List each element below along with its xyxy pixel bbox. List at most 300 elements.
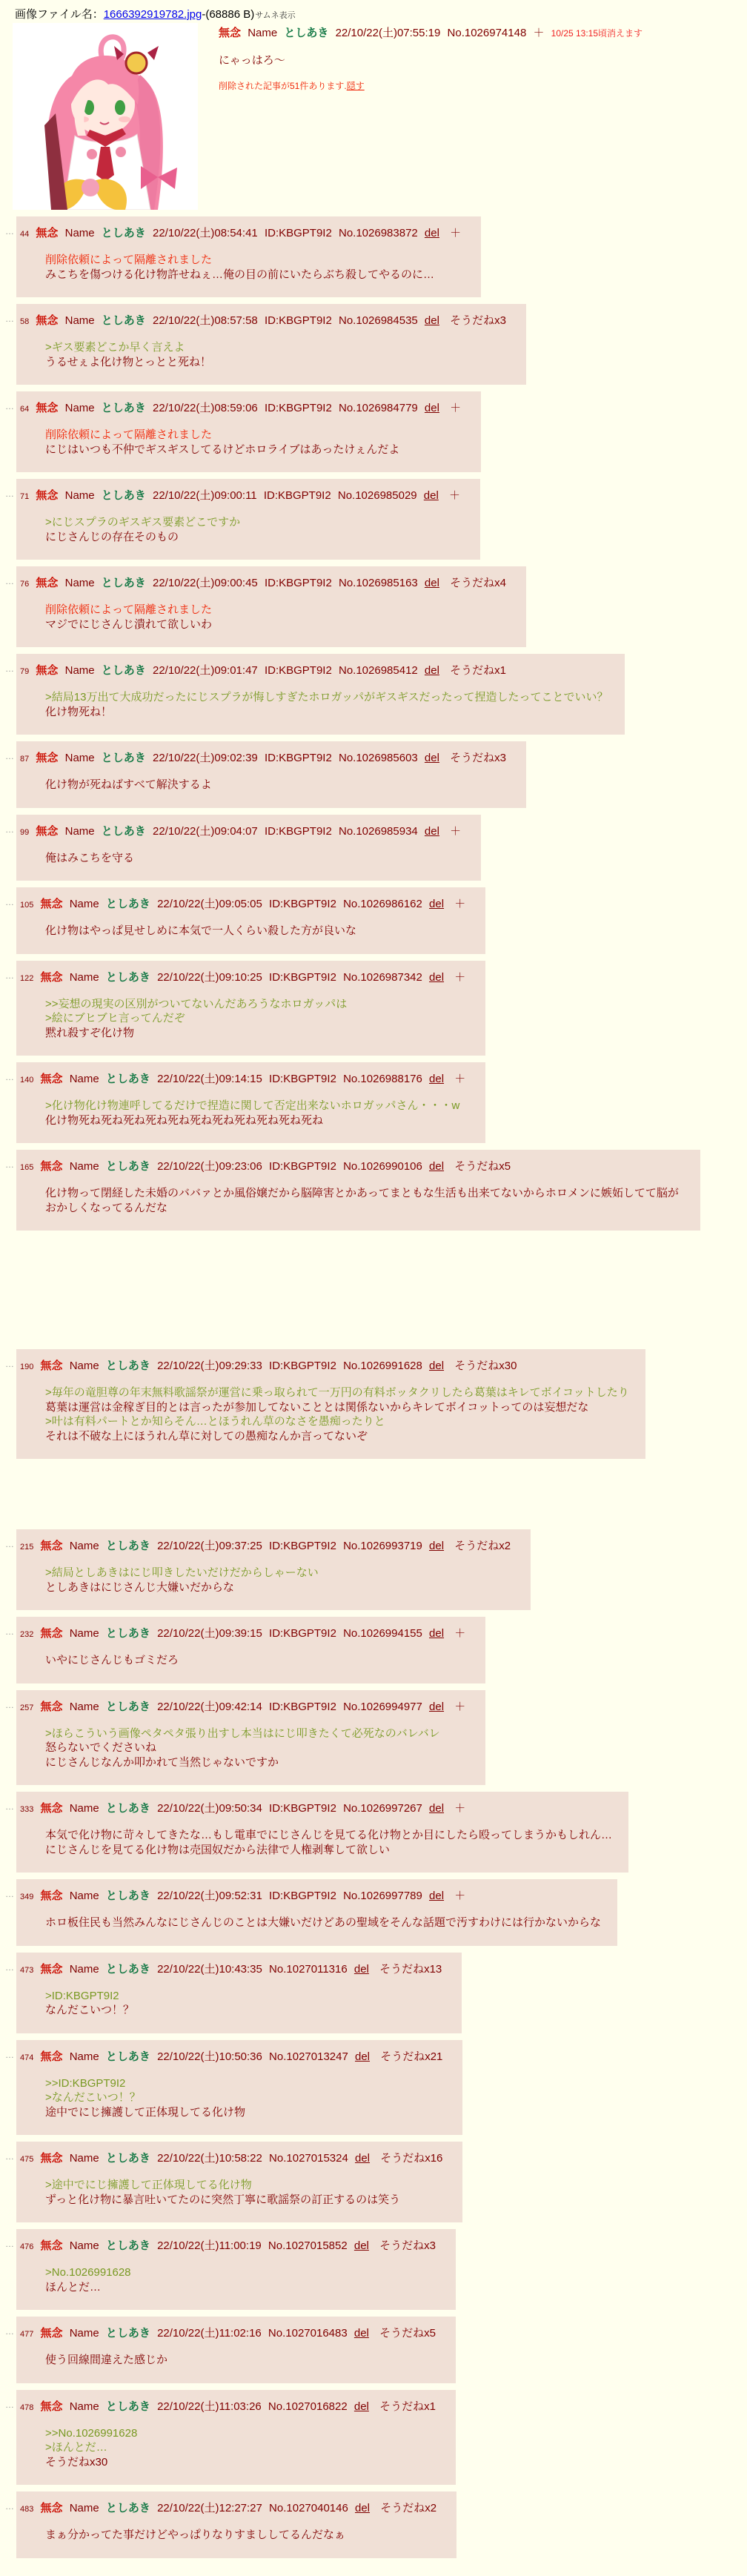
reply-poster-name: としあき bbox=[105, 1890, 150, 1902]
sodane-button[interactable]: ＋ bbox=[454, 1802, 466, 1815]
reply-header bbox=[20, 970, 469, 986]
reply-post bbox=[0, 304, 747, 385]
reply-name-label: Name bbox=[69, 1073, 99, 1085]
text-line: ほんとだ… bbox=[45, 2280, 102, 2294]
reply-body bbox=[45, 1566, 514, 1595]
reply-header bbox=[20, 2050, 446, 2065]
image-file-link[interactable]: 1666392919782.jpg bbox=[103, 8, 202, 21]
sodane-button[interactable]: ＋ bbox=[450, 227, 462, 239]
thread-thumbnail[interactable] bbox=[13, 23, 198, 210]
reply-post-number: No.1026988176 bbox=[343, 1073, 422, 1085]
reply-subject: 無念 bbox=[36, 577, 59, 589]
reply-list bbox=[0, 216, 747, 2576]
reply-post-number: No.1026984779 bbox=[338, 402, 418, 414]
reply-user-id: ID:KBGPT9I2 bbox=[269, 1160, 336, 1173]
sodane-button[interactable]: そうだねx1 bbox=[450, 664, 506, 677]
del-request-link[interactable]: del bbox=[353, 2239, 369, 2252]
reply-subject: 無念 bbox=[40, 2239, 63, 2252]
quote-line: >結局13万出て大成功だったにじスプラが悔しすぎたホロガッパがギスギスだったって捏造したってことでいい？ bbox=[45, 691, 608, 703]
reply-post bbox=[0, 887, 747, 954]
quote-line: >毎年の竜胆尊の年末無料歌謡祭が運営に乗っ取られて一万円の有料ボッタクリしたら葛葉はキレてボイコットしたり bbox=[45, 1386, 629, 1399]
reply-post bbox=[0, 2390, 747, 2486]
reply-ordinal: 333 bbox=[20, 1805, 34, 1814]
reply-user-id: ID:KBGPT9I2 bbox=[264, 664, 332, 677]
reply-table bbox=[16, 479, 480, 560]
post-menu-icon[interactable]: … bbox=[5, 2399, 15, 2410]
sodane-button[interactable]: そうだねx2 bbox=[454, 1540, 511, 1552]
post-menu-icon[interactable]: … bbox=[5, 1961, 15, 1973]
reply-post-number: No.1026994155 bbox=[343, 1627, 422, 1640]
reply-user-id: ID:KBGPT9I2 bbox=[269, 1802, 336, 1815]
reply-date: 22/10/22(土)12:27:27 bbox=[157, 2502, 262, 2514]
op-subject: 無念 bbox=[219, 27, 242, 39]
text-line: みこちを傷つける化け物許せねぇ…俺の目の前にいたらぶち殺してやるのに… bbox=[45, 268, 435, 281]
reply-body bbox=[45, 428, 465, 457]
sodane-button[interactable]: そうだねx2 bbox=[380, 2502, 437, 2514]
reply-user-id: ID:KBGPT9I2 bbox=[269, 1890, 336, 1902]
post-menu-icon[interactable]: … bbox=[5, 2151, 15, 2162]
post-menu-icon[interactable]: … bbox=[5, 1699, 15, 1710]
text-line: 本気で化け物に苛々してきたな…もし電車でにじさんじを見てる化け物とか目にしたら殴ってしまうかもしれん… bbox=[45, 1829, 613, 1841]
filename-label: 画像ファイル名： bbox=[15, 8, 104, 21]
reply-table bbox=[16, 391, 481, 472]
reply-header bbox=[20, 2400, 439, 2415]
post-menu-icon[interactable]: … bbox=[5, 1626, 15, 1637]
reply-user-id: ID:KBGPT9I2 bbox=[264, 227, 332, 239]
reply-date: 22/10/22(土)09:29:33 bbox=[157, 1360, 262, 1372]
deleted-isolated-line: 削除依頼によって隔離されました bbox=[45, 428, 213, 441]
reply-table bbox=[16, 566, 526, 647]
reply-poster-name: としあき bbox=[101, 227, 146, 239]
reply-body bbox=[45, 1186, 684, 1215]
sodane-button[interactable]: そうだねx3 bbox=[450, 314, 506, 327]
reply-body bbox=[45, 2528, 440, 2543]
reply-post-number: No.1026990106 bbox=[343, 1160, 422, 1173]
reply-post-number: No.1026997267 bbox=[343, 1802, 422, 1815]
reply-post bbox=[0, 1150, 747, 1231]
deleted-posts-count: 削除された記事が51件あります. bbox=[219, 81, 347, 91]
reply-name-label: Name bbox=[69, 1160, 99, 1173]
reply-poster-name: としあき bbox=[105, 1700, 150, 1713]
reply-user-id: ID:KBGPT9I2 bbox=[264, 824, 332, 838]
reply-date: 22/10/22(土)09:10:25 bbox=[157, 970, 262, 984]
reply-body bbox=[45, 340, 510, 369]
text-line: うるせぇよ化け物とっとと死ね！ bbox=[45, 355, 211, 368]
reply-name-label: Name bbox=[69, 1627, 99, 1640]
reply-table bbox=[16, 216, 481, 297]
reply-post-number: No.1026993719 bbox=[343, 1540, 422, 1552]
quote-line[interactable]: >>No.1026991628 bbox=[45, 2426, 138, 2440]
thumbnail-toggle-link[interactable]: サムネ表示 bbox=[255, 11, 296, 20]
reply-body bbox=[45, 515, 464, 544]
quote-line[interactable]: >ID:KBGPT9I2 bbox=[45, 1989, 119, 2002]
reply-post bbox=[0, 2317, 747, 2383]
quote-line: >叶は有料パートとか知らそん…とほうれん草のなさを愚痴ったりと bbox=[45, 1415, 385, 1428]
del-request-link[interactable]: del bbox=[423, 489, 439, 502]
text-line: にじさんじを見てる化け物は売国奴だから法律で人権剥奪して欲しい bbox=[45, 1843, 391, 1856]
op-quote-plus-button[interactable]: ＋ bbox=[533, 27, 545, 39]
reply-subject: 無念 bbox=[40, 1540, 63, 1552]
reply-post bbox=[0, 1792, 747, 1873]
reply-date: 22/10/22(土)09:37:25 bbox=[157, 1540, 262, 1552]
reply-subject: 無念 bbox=[36, 314, 59, 327]
quote-line[interactable]: >>ID:KBGPT9I2 bbox=[45, 2076, 126, 2090]
del-request-link[interactable]: del bbox=[429, 1160, 445, 1173]
reply-body bbox=[45, 1653, 469, 1668]
reply-name-label: Name bbox=[69, 970, 99, 984]
sodane-button[interactable]: ＋ bbox=[450, 824, 462, 838]
post-menu-icon[interactable]: … bbox=[5, 1359, 15, 1369]
reply-user-id: ID:KBGPT9I2 bbox=[264, 314, 332, 327]
del-request-link[interactable]: del bbox=[424, 227, 439, 239]
reply-ordinal: 478 bbox=[20, 2403, 34, 2412]
reply-user-id: ID:KBGPT9I2 bbox=[264, 752, 332, 764]
reply-header bbox=[20, 2501, 440, 2517]
sodane-button[interactable]: ＋ bbox=[450, 402, 462, 414]
del-request-link[interactable]: del bbox=[429, 1360, 445, 1372]
del-request-link[interactable]: del bbox=[429, 1073, 445, 1085]
del-request-link[interactable]: del bbox=[429, 970, 445, 984]
deleted-isolated-line: 削除依頼によって隔離されました bbox=[45, 254, 213, 266]
reply-table bbox=[16, 2491, 456, 2558]
reply-header bbox=[20, 824, 465, 840]
reply-poster-name: としあき bbox=[105, 898, 150, 910]
reply-ordinal: 99 bbox=[20, 827, 30, 837]
text-line: ホロ板住民も当然みんなにじさんじのことは大嫌いだけどあの聖域をそんな話題で汚すわけには行かないからな bbox=[45, 1916, 602, 1929]
reply-subject: 無念 bbox=[36, 402, 59, 414]
reply-post bbox=[0, 479, 747, 560]
reply-table bbox=[16, 654, 625, 735]
reply-post-number: No.1026985163 bbox=[338, 577, 418, 589]
sodane-button[interactable]: ＋ bbox=[454, 1700, 466, 1713]
del-request-link[interactable]: del bbox=[429, 1540, 445, 1552]
reply-post bbox=[0, 1690, 747, 1786]
quote-line: >ほんとだ… bbox=[45, 2441, 107, 2454]
reply-post-number: No.1026987342 bbox=[343, 970, 422, 984]
reply-ordinal: 165 bbox=[20, 1163, 34, 1172]
reply-table bbox=[16, 1953, 462, 2033]
reply-subject: 無念 bbox=[36, 752, 59, 764]
reply-subject: 無念 bbox=[40, 2502, 63, 2514]
post-menu-icon[interactable]: … bbox=[5, 2326, 15, 2337]
reply-subject: 無念 bbox=[40, 1700, 63, 1713]
sodane-button[interactable]: ＋ bbox=[449, 489, 461, 502]
file-size: -(68886 B) bbox=[202, 8, 255, 21]
sodane-button[interactable]: ＋ bbox=[454, 1627, 466, 1640]
del-request-link[interactable]: del bbox=[353, 2327, 369, 2340]
reply-post bbox=[0, 961, 747, 1056]
reply-subject: 無念 bbox=[36, 664, 59, 677]
reply-subject: 無念 bbox=[40, 2327, 63, 2340]
reply-ordinal: 76 bbox=[20, 580, 30, 589]
reply-body bbox=[45, 778, 510, 792]
reply-poster-name: としあき bbox=[105, 1160, 150, 1173]
reply-ordinal: 477 bbox=[20, 2330, 34, 2339]
post-menu-icon[interactable]: … bbox=[5, 751, 15, 761]
text-line: それは不破な上にほうれん草に対しての愚痴なんか言ってないぞ bbox=[45, 1429, 368, 1443]
reply-header bbox=[20, 2239, 439, 2254]
reply-name-label: Name bbox=[69, 2502, 99, 2514]
sodane-button[interactable]: そうだねx13 bbox=[379, 1962, 442, 1976]
text-line: 途中でにじ擁護して正体現してる化け物 bbox=[45, 2105, 246, 2119]
post-menu-icon[interactable]: … bbox=[5, 897, 15, 907]
post-menu-icon[interactable]: … bbox=[5, 2239, 15, 2249]
sakura-miko-image bbox=[13, 23, 198, 210]
del-request-link[interactable]: del bbox=[424, 664, 439, 677]
reply-name-label: Name bbox=[69, 2050, 99, 2063]
quote-line: >ギス要素どこか早く言えよ bbox=[45, 341, 185, 354]
post-menu-icon[interactable]: … bbox=[5, 1539, 15, 1549]
text-line: にじさんじの存在そのもの bbox=[45, 530, 179, 543]
reply-subject: 無念 bbox=[40, 2050, 63, 2063]
post-menu-icon[interactable]: … bbox=[5, 2501, 15, 2512]
reply-header bbox=[20, 897, 469, 913]
sodane-button[interactable]: そうだねx30 bbox=[454, 1360, 517, 1372]
reply-ordinal: 44 bbox=[20, 230, 30, 239]
del-request-link[interactable]: del bbox=[424, 402, 439, 414]
del-request-link[interactable]: del bbox=[429, 1627, 445, 1640]
reply-user-id: ID:KBGPT9I2 bbox=[269, 1360, 336, 1372]
sodane-button[interactable]: そうだねx3 bbox=[450, 752, 506, 764]
reply-date: 22/10/22(土)11:02:16 bbox=[157, 2327, 262, 2340]
reply-poster-name: としあき bbox=[101, 577, 146, 589]
reply-subject: 無念 bbox=[36, 227, 59, 239]
reply-body bbox=[45, 253, 465, 282]
text-line: そうだねx30 bbox=[45, 2455, 108, 2469]
reply-poster-name: としあき bbox=[105, 2327, 150, 2340]
reply-subject: 無念 bbox=[40, 1962, 63, 1976]
del-request-link[interactable]: del bbox=[353, 1962, 369, 1976]
hide-deleted-link[interactable]: 隠す bbox=[346, 81, 365, 91]
reply-body bbox=[45, 1989, 445, 2018]
sodane-button[interactable]: そうだねx4 bbox=[450, 577, 506, 589]
text-line: 俺はみこちを守る bbox=[45, 851, 135, 864]
reply-post bbox=[0, 1349, 747, 1459]
reply-ordinal: 215 bbox=[20, 1543, 34, 1552]
sodane-button[interactable]: そうだねx21 bbox=[380, 2050, 443, 2063]
reply-name-label: Name bbox=[69, 1962, 99, 1976]
reply-post bbox=[0, 2229, 747, 2310]
reply-date: 22/10/22(土)09:01:47 bbox=[152, 664, 258, 677]
reply-body bbox=[45, 997, 469, 1041]
reply-name-label: Name bbox=[64, 824, 95, 838]
quote-line: >化け物化け物連呼してるだけで捏造に関して否定出来ないホロガッパさん・・・w bbox=[45, 1099, 460, 1112]
reply-table bbox=[16, 815, 481, 881]
reply-post-number: No.1026994977 bbox=[343, 1700, 422, 1713]
reply-name-label: Name bbox=[69, 1540, 99, 1552]
post-menu-icon[interactable]: … bbox=[5, 314, 15, 324]
reply-ordinal: 190 bbox=[20, 1363, 34, 1371]
reply-ordinal: 349 bbox=[20, 1893, 34, 1901]
reply-body bbox=[45, 1726, 469, 1770]
reply-table bbox=[16, 1349, 645, 1459]
reply-poster-name: としあき bbox=[105, 970, 150, 984]
reply-date: 22/10/22(土)09:42:14 bbox=[157, 1700, 262, 1713]
reply-post-number: No.1026985029 bbox=[337, 489, 417, 502]
del-request-link[interactable]: del bbox=[429, 1890, 445, 1902]
quote-line[interactable]: >No.1026991628 bbox=[45, 2266, 131, 2279]
reply-name-label: Name bbox=[64, 227, 95, 239]
del-request-link[interactable]: del bbox=[353, 2400, 369, 2413]
reply-post-number: No.1026985412 bbox=[338, 664, 418, 677]
reply-date: 22/10/22(土)09:05:05 bbox=[157, 898, 262, 910]
text-line: としあきはにじさんじ大嫌いだからな bbox=[45, 1580, 235, 1594]
reply-name-label: Name bbox=[69, 1890, 99, 1902]
op-name-label: Name bbox=[248, 27, 278, 39]
reply-table bbox=[16, 741, 526, 808]
reply-body bbox=[45, 1385, 629, 1443]
reply-ordinal: 232 bbox=[20, 1630, 34, 1639]
sodane-button[interactable]: ＋ bbox=[454, 970, 466, 984]
reply-post bbox=[0, 1953, 747, 2033]
del-request-link[interactable]: del bbox=[354, 2152, 371, 2165]
sodane-button[interactable]: ＋ bbox=[454, 1890, 466, 1902]
reply-header bbox=[20, 751, 510, 766]
reply-table bbox=[16, 1617, 485, 1683]
reply-table bbox=[16, 304, 526, 385]
op-post-number: No.1026974148 bbox=[447, 27, 527, 39]
post-menu-icon[interactable]: … bbox=[5, 226, 15, 236]
reply-table bbox=[16, 961, 485, 1056]
reply-table bbox=[16, 887, 485, 954]
sodane-button[interactable]: そうだねx5 bbox=[454, 1160, 511, 1173]
reply-poster-name: としあき bbox=[105, 2152, 150, 2165]
reply-name-label: Name bbox=[69, 898, 99, 910]
quote-line: >ほらこういう画像ペタペタ張り出すし本当はにじ叩きたくて必死なのバレバレ bbox=[45, 1726, 440, 1740]
reply-header bbox=[20, 576, 510, 592]
text-line: いやにじさんじもゴミだろ bbox=[45, 1654, 179, 1666]
reply-body bbox=[45, 2076, 446, 2120]
text-line: 黙れ殺すぞ化け物 bbox=[45, 1026, 135, 1039]
del-request-link[interactable]: del bbox=[424, 752, 439, 764]
post-menu-icon[interactable]: … bbox=[5, 1801, 15, 1812]
reply-subject: 無念 bbox=[40, 2152, 63, 2165]
reply-name-label: Name bbox=[64, 577, 95, 589]
sodane-button[interactable]: ＋ bbox=[454, 898, 466, 910]
text-line: 怒らないでくださいね bbox=[45, 1741, 157, 1754]
text-line: 化け物って閉経した未婚のババァとか風俗嬢だから脳障害とかあってまともな生活も出来てないからホロメンに嫉妬してて脳がおかしくなってるんだな bbox=[45, 1187, 679, 1214]
reply-post-number: No.1026991628 bbox=[343, 1360, 422, 1372]
reply-name-label: Name bbox=[69, 1360, 99, 1372]
quote-line: >途中でにじ擁護して正体現してる化け物 bbox=[45, 2179, 252, 2191]
reply-name-label: Name bbox=[64, 402, 95, 414]
text-line: 化け物はやっぱ見せしめに本気で一人くらい殺した方が良いな bbox=[45, 924, 357, 937]
reply-header bbox=[20, 1159, 684, 1175]
post-menu-icon[interactable]: … bbox=[5, 1072, 15, 1082]
del-request-link[interactable]: del bbox=[429, 1700, 445, 1713]
post-menu-icon[interactable]: … bbox=[5, 663, 15, 674]
reply-poster-name: としあき bbox=[105, 1540, 150, 1552]
reply-post bbox=[0, 2491, 747, 2558]
reply-post-number: No.1026985934 bbox=[338, 824, 418, 838]
post-menu-icon[interactable]: … bbox=[5, 401, 15, 411]
reply-header bbox=[20, 489, 464, 504]
del-request-link[interactable]: del bbox=[354, 2050, 371, 2063]
post-menu-icon[interactable]: … bbox=[5, 576, 15, 586]
reply-date: 22/10/22(土)11:00:19 bbox=[157, 2239, 262, 2252]
reply-date: 22/10/22(土)09:00:11 bbox=[152, 489, 257, 502]
del-request-link[interactable]: del bbox=[424, 577, 439, 589]
reply-ordinal: 140 bbox=[20, 1076, 34, 1085]
del-request-link[interactable]: del bbox=[424, 824, 439, 838]
reply-date: 22/10/22(土)09:04:07 bbox=[152, 824, 258, 838]
reply-poster-name: としあき bbox=[101, 314, 146, 327]
reply-subject: 無念 bbox=[40, 1890, 63, 1902]
reply-date: 22/10/22(土)11:03:26 bbox=[157, 2400, 262, 2413]
reply-ordinal: 71 bbox=[20, 492, 30, 501]
reply-post-number: No.1026984535 bbox=[338, 314, 418, 327]
reply-ordinal: 64 bbox=[20, 405, 30, 414]
text-line: なんだこいつ！？ bbox=[45, 2004, 135, 2016]
post-menu-icon[interactable]: … bbox=[5, 2049, 15, 2060]
reply-body bbox=[45, 2178, 446, 2207]
reply-post-number: No.1027011316 bbox=[269, 1962, 348, 1976]
reply-post bbox=[0, 2142, 747, 2222]
del-request-link[interactable]: del bbox=[354, 2502, 371, 2514]
reply-header bbox=[20, 1801, 612, 1817]
sodane-button[interactable]: そうだねx16 bbox=[380, 2152, 443, 2165]
reply-ordinal: 474 bbox=[20, 2053, 34, 2062]
reply-user-id: ID:KBGPT9I2 bbox=[269, 1540, 336, 1552]
reply-name-label: Name bbox=[69, 2239, 99, 2252]
reply-name-label: Name bbox=[64, 664, 95, 677]
deleted-isolated-line: 削除依頼によって隔離されました bbox=[45, 603, 213, 616]
reply-header bbox=[20, 1889, 601, 1904]
sodane-button[interactable]: そうだねx1 bbox=[379, 2400, 436, 2413]
post-menu-icon[interactable]: … bbox=[5, 824, 15, 835]
quote-line: >なんだこいつ！？ bbox=[45, 2091, 141, 2104]
reply-poster-name: としあき bbox=[101, 664, 146, 677]
reply-subject: 無念 bbox=[40, 1360, 63, 1372]
reply-poster-name: としあき bbox=[101, 824, 146, 838]
reply-post bbox=[0, 741, 747, 808]
reply-table bbox=[16, 1792, 628, 1873]
image-file-bar bbox=[0, 0, 747, 23]
deleted-posts-notice bbox=[219, 79, 646, 92]
reply-ordinal: 483 bbox=[20, 2505, 34, 2514]
reply-name-label: Name bbox=[64, 752, 95, 764]
reply-table bbox=[16, 2142, 462, 2222]
reply-table bbox=[16, 2229, 456, 2310]
reply-body bbox=[45, 2426, 439, 2470]
post-menu-icon[interactable]: … bbox=[5, 970, 15, 981]
sodane-button[interactable]: ＋ bbox=[454, 1073, 466, 1085]
reply-table bbox=[16, 1150, 700, 1231]
reply-table bbox=[16, 1062, 485, 1143]
quote-line: >>妄想の現実の区別がついてないんだあろうなホロガッパは bbox=[45, 997, 348, 1010]
reply-ordinal: 79 bbox=[20, 667, 30, 676]
reply-header bbox=[20, 1539, 514, 1554]
reply-date: 22/10/22(土)08:57:58 bbox=[152, 314, 258, 327]
reply-post bbox=[0, 1617, 747, 1683]
del-request-link[interactable]: del bbox=[424, 314, 439, 327]
reply-date: 22/10/22(土)08:59:06 bbox=[152, 402, 258, 414]
post-menu-icon[interactable]: … bbox=[5, 1889, 15, 1899]
reply-body bbox=[45, 1828, 612, 1857]
post-menu-icon[interactable]: … bbox=[5, 1159, 15, 1170]
sodane-button[interactable]: そうだねx3 bbox=[379, 2239, 436, 2252]
reply-header bbox=[20, 1962, 445, 1978]
reply-post-number: No.1026983872 bbox=[338, 227, 418, 239]
del-request-link[interactable]: del bbox=[429, 1802, 445, 1815]
reply-name-label: Name bbox=[69, 2327, 99, 2340]
text-line: 化け物死ね死ね死ね死ね死ね死ね死ね死ね死ね死ね死ね bbox=[45, 1113, 324, 1127]
reply-date: 22/10/22(土)09:39:15 bbox=[157, 1627, 262, 1640]
del-request-link[interactable]: del bbox=[429, 898, 445, 910]
sodane-button[interactable]: そうだねx5 bbox=[379, 2327, 436, 2340]
reply-header bbox=[20, 401, 465, 417]
post-menu-icon[interactable]: … bbox=[5, 489, 15, 499]
